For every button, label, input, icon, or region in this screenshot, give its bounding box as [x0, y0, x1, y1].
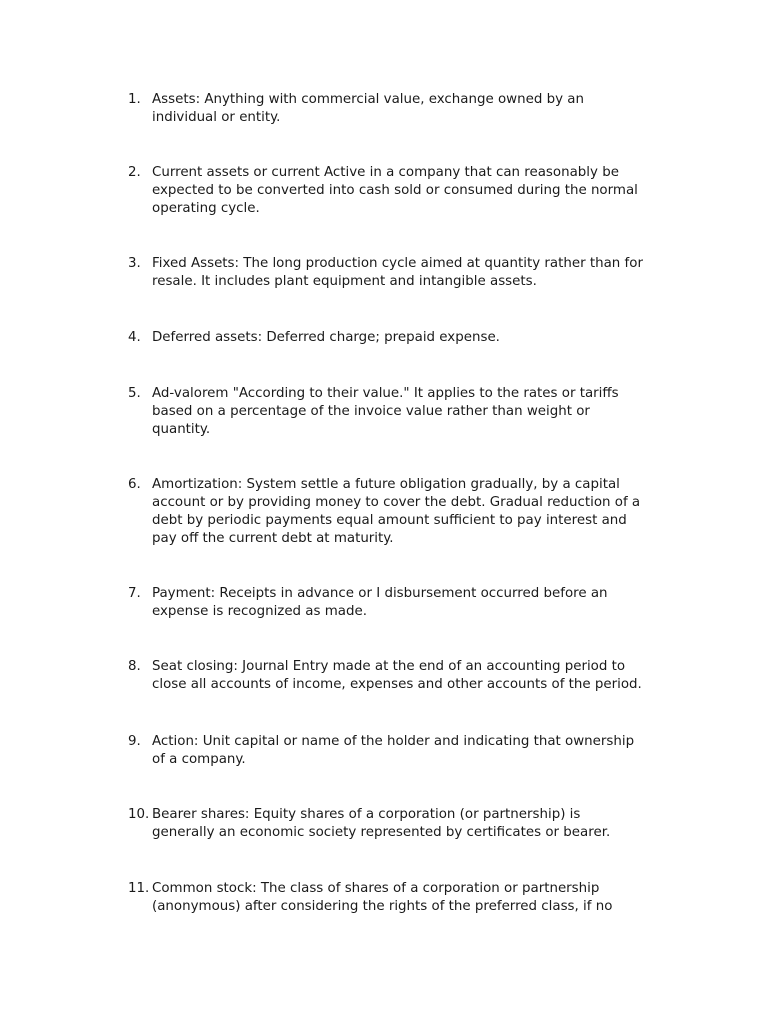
list-item — [128, 658, 668, 694]
item-text: Action: Unit capital or name of the holder and indicating that ownership of a company. — [152, 734, 635, 767]
item-number: 2. — [128, 165, 141, 180]
list-item — [128, 329, 668, 347]
item-text: Deferred assets: Deferred charge; prepaid expense. — [152, 330, 500, 345]
list-item — [128, 476, 668, 548]
list-item — [128, 164, 668, 218]
item-number: 6. — [128, 477, 141, 492]
item-number: 8. — [128, 659, 141, 674]
item-text: Amortization: System settle a future obligation gradually, by a capital account or by providing money to cover the debt. Gradual reduction of a debt by periodic payments equal amount sufficient to pay interest and pay off the current debt at maturity. — [152, 477, 641, 546]
list-item — [128, 880, 668, 916]
list-item — [128, 806, 668, 842]
item-text: Assets: Anything with commercial value, exchange owned by an individual or entity. — [152, 92, 584, 125]
list-item — [128, 91, 668, 127]
item-number: 11. — [128, 881, 150, 896]
list-item — [128, 255, 668, 291]
list-item — [128, 385, 668, 439]
item-number: 3. — [128, 256, 141, 271]
item-text: Common stock: The class of shares of a corporation or partnership (anonymous) after considering the rights of the preferred class, if no — [152, 881, 613, 914]
item-text: Payment: Receipts in advance or I disbursement occurred before an expense is recognized as made. — [152, 586, 608, 619]
item-text: Fixed Assets: The long production cycle aimed at quantity rather than for resale. It includes plant equipment and intangible assets. — [152, 256, 643, 289]
item-text: Seat closing: Journal Entry made at the end of an accounting period to close all accounts of income, expenses and other accounts of the period. — [152, 659, 642, 692]
item-text: Bearer shares: Equity shares of a corporation (or partnership) is generally an economic society represented by certificates or bearer. — [152, 807, 611, 840]
list-item — [128, 733, 668, 769]
item-number: 5. — [128, 386, 141, 401]
item-number: 4. — [128, 330, 141, 345]
item-number: 9. — [128, 734, 141, 749]
item-number: 1. — [128, 92, 141, 107]
item-number: 10. — [128, 807, 150, 822]
item-text: Ad-valorem "According to their value." It applies to the rates or tariffs based on a percentage of the invoice value rather than weight or quantity. — [152, 386, 619, 437]
list-item — [128, 585, 668, 621]
item-number: 7. — [128, 586, 141, 601]
item-text: Current assets or current Active in a company that can reasonably be expected to be converted into cash sold or consumed during the normal operating cycle. — [152, 165, 638, 216]
